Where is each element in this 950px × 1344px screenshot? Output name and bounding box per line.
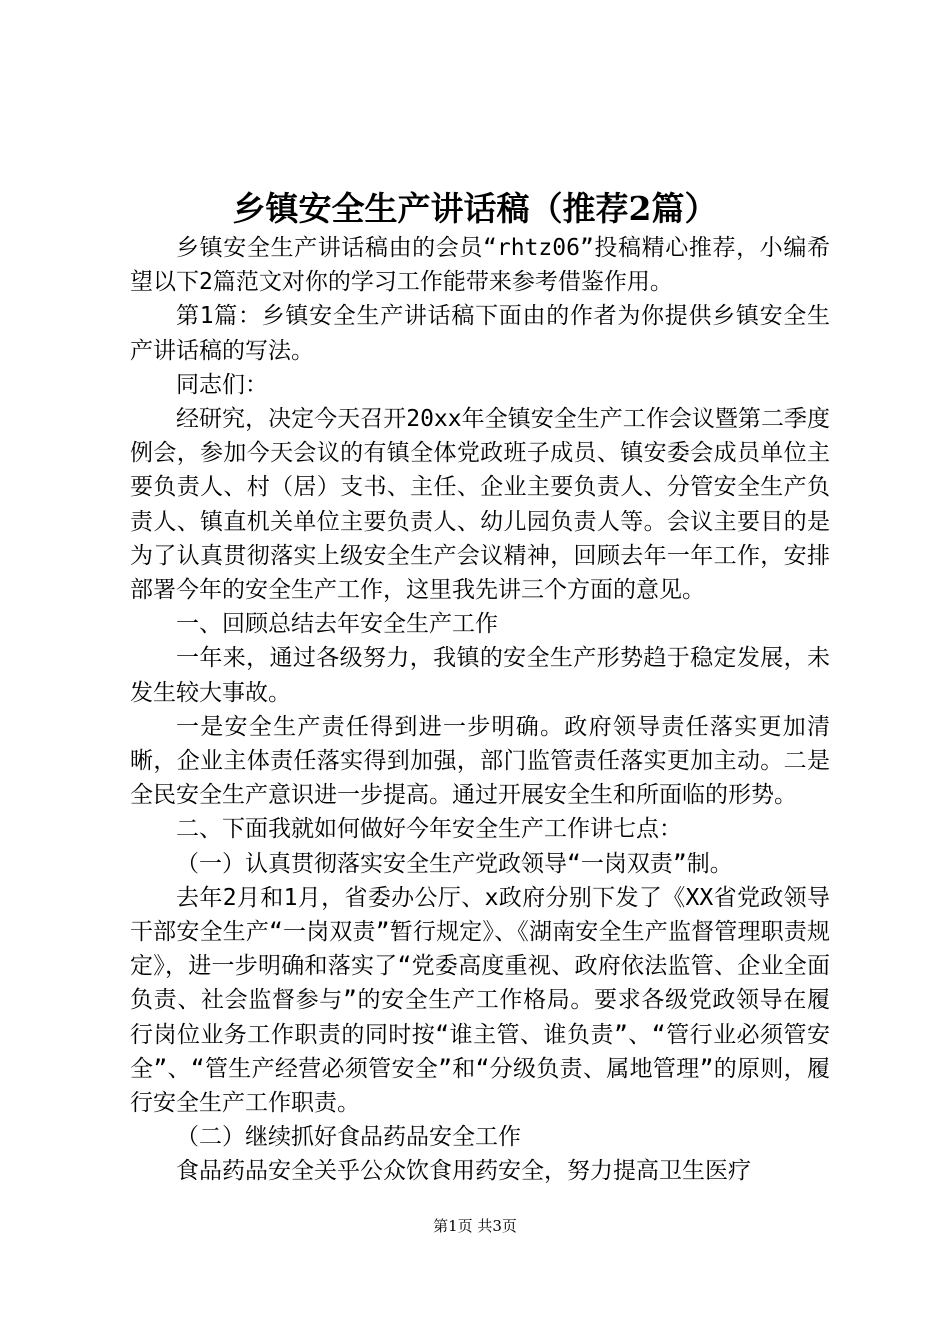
paragraph-food-drug-safety: 食品药品安全关乎公众饮食用药安全，努力提高卫生医疗 — [176, 1158, 751, 1185]
section-heading-review: 一、回顾总结去年安全生产工作 — [176, 611, 498, 638]
document-title: 乡镇安全生产讲话稿（推荐2篇） — [232, 189, 718, 228]
document-body — [130, 231, 830, 1189]
page-footer: 第1页 共3页 — [433, 1217, 517, 1235]
subheading-point-one: （一）认真贯彻落实安全生产党政领导“一岗双责”制。 — [176, 850, 733, 877]
paragraph-responsibility: 一是安全生产责任得到进一步明确。政府领导责任落实更加清晰，企业主体责任落实得到加强，部门监管责任落实更加主动。二是全民安全生产意识进一步提高。通过开展安全生和所面临的形势。 — [130, 713, 830, 809]
paragraph-part-one-heading: 第1篇：乡镇安全生产讲话稿下面由的作者为你提供乡镇安全生产讲话稿的写法。 — [130, 303, 830, 364]
paragraph-intro: 乡镇安全生产讲话稿由的会员“rhtz06”投稿精心推荐，小编希望以下2篇范文对你的学习工作能带来参考借鉴作用。 — [130, 235, 830, 296]
paragraph-salutation: 同志们： — [176, 371, 268, 398]
section-heading-seven-points: 二、下面我就如何做好今年安全生产工作讲七点： — [176, 816, 682, 843]
paragraph-year-summary: 一年来，通过各级努力，我镇的安全生产形势趋于稳定发展，未发生较大事故。 — [130, 645, 830, 706]
paragraph-meeting-purpose: 经研究，决定今天召开20xx年全镇安全生产工作会议暨第二季度例会，参加今天会议的有镇全体党政班子成员、镇安委会成员单位主要负责人、村（居）支书、主任、企业主要负责人、分管安全生产负责人、镇直机关单位主要负责人、幼儿园负责人等。会议主要目的是为了认真贯彻落实上级安全生产会议精神，回顾去年一年工作，安排部署今年的安全生产工作，这里我先讲三个方面的意见。 — [130, 406, 830, 604]
subheading-point-two: （二）继续抓好食品药品安全工作 — [176, 1124, 521, 1151]
paragraph-regulations: 去年2月和1月，省委办公厅、x政府分别下发了《XX省党政领导干部安全生产“一岗双责”暂行规定》、《湖南安全生产监督管理职责规定》，进一步明确和落实了“党委高度重视、政府依法监管、企业全面负责、社会监督参与”的安全生产工作格局。要求各级党政领导在履行岗位业务工作职责的同时按“谁主管、谁负责”、“管行业必须管安全”、“管生产经营必须管安全”和“分级负责、属地管理”的原则，履行安全生产工作职责。 — [130, 884, 830, 1117]
